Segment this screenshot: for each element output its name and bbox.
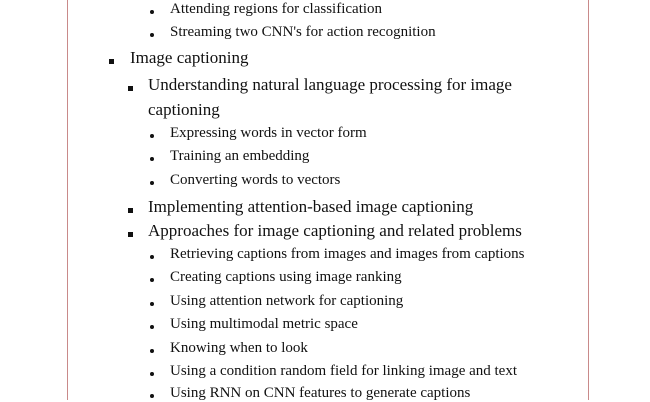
outline-item: Using a condition random field for linking image and text [170, 363, 518, 379]
outline-item: Using attention network for captioning [170, 293, 404, 309]
subsection-heading: Approaches for image captioning and related problems [148, 221, 522, 240]
subsection-heading: Understanding natural language processing for image [148, 75, 512, 94]
bullet-dot [150, 372, 154, 376]
outline-item: Using multimodal metric space [170, 316, 358, 332]
outline-item: Converting words to vectors [170, 172, 341, 188]
bullet-dot [150, 134, 154, 138]
outline-item: Attending regions for classification [170, 1, 383, 17]
page-right-border [588, 0, 589, 400]
bullet-square [128, 208, 133, 213]
bullet-dot [150, 157, 154, 161]
bullet-dot [150, 349, 154, 353]
bullet-square [128, 86, 133, 91]
bullet-square [128, 232, 133, 237]
section-heading: Image captioning [130, 48, 249, 67]
bullet-dot [150, 33, 154, 37]
bullet-dot [150, 10, 154, 14]
bullet-dot [150, 302, 154, 306]
bullet-dot [150, 394, 154, 398]
bullet-square [109, 59, 114, 64]
outline-item: Retrieving captions from images and images from captions [170, 246, 525, 262]
outline-item: Expressing words in vector form [170, 125, 367, 141]
outline-item: Creating captions using image ranking [170, 269, 402, 285]
bullet-dot [150, 325, 154, 329]
outline-item: Streaming two CNN's for action recognition [170, 24, 436, 40]
outline-item: Training an embedding [170, 148, 310, 164]
subsection-heading: Implementing attention-based image captioning [148, 197, 474, 216]
bullet-dot [150, 181, 154, 185]
bullet-dot [150, 255, 154, 259]
outline-item: Using RNN on CNN features to generate captions [170, 385, 471, 401]
outline-item: Knowing when to look [170, 340, 308, 356]
subsection-heading-continued: captioning [148, 100, 220, 119]
page-left-border [67, 0, 68, 400]
bullet-dot [150, 278, 154, 282]
